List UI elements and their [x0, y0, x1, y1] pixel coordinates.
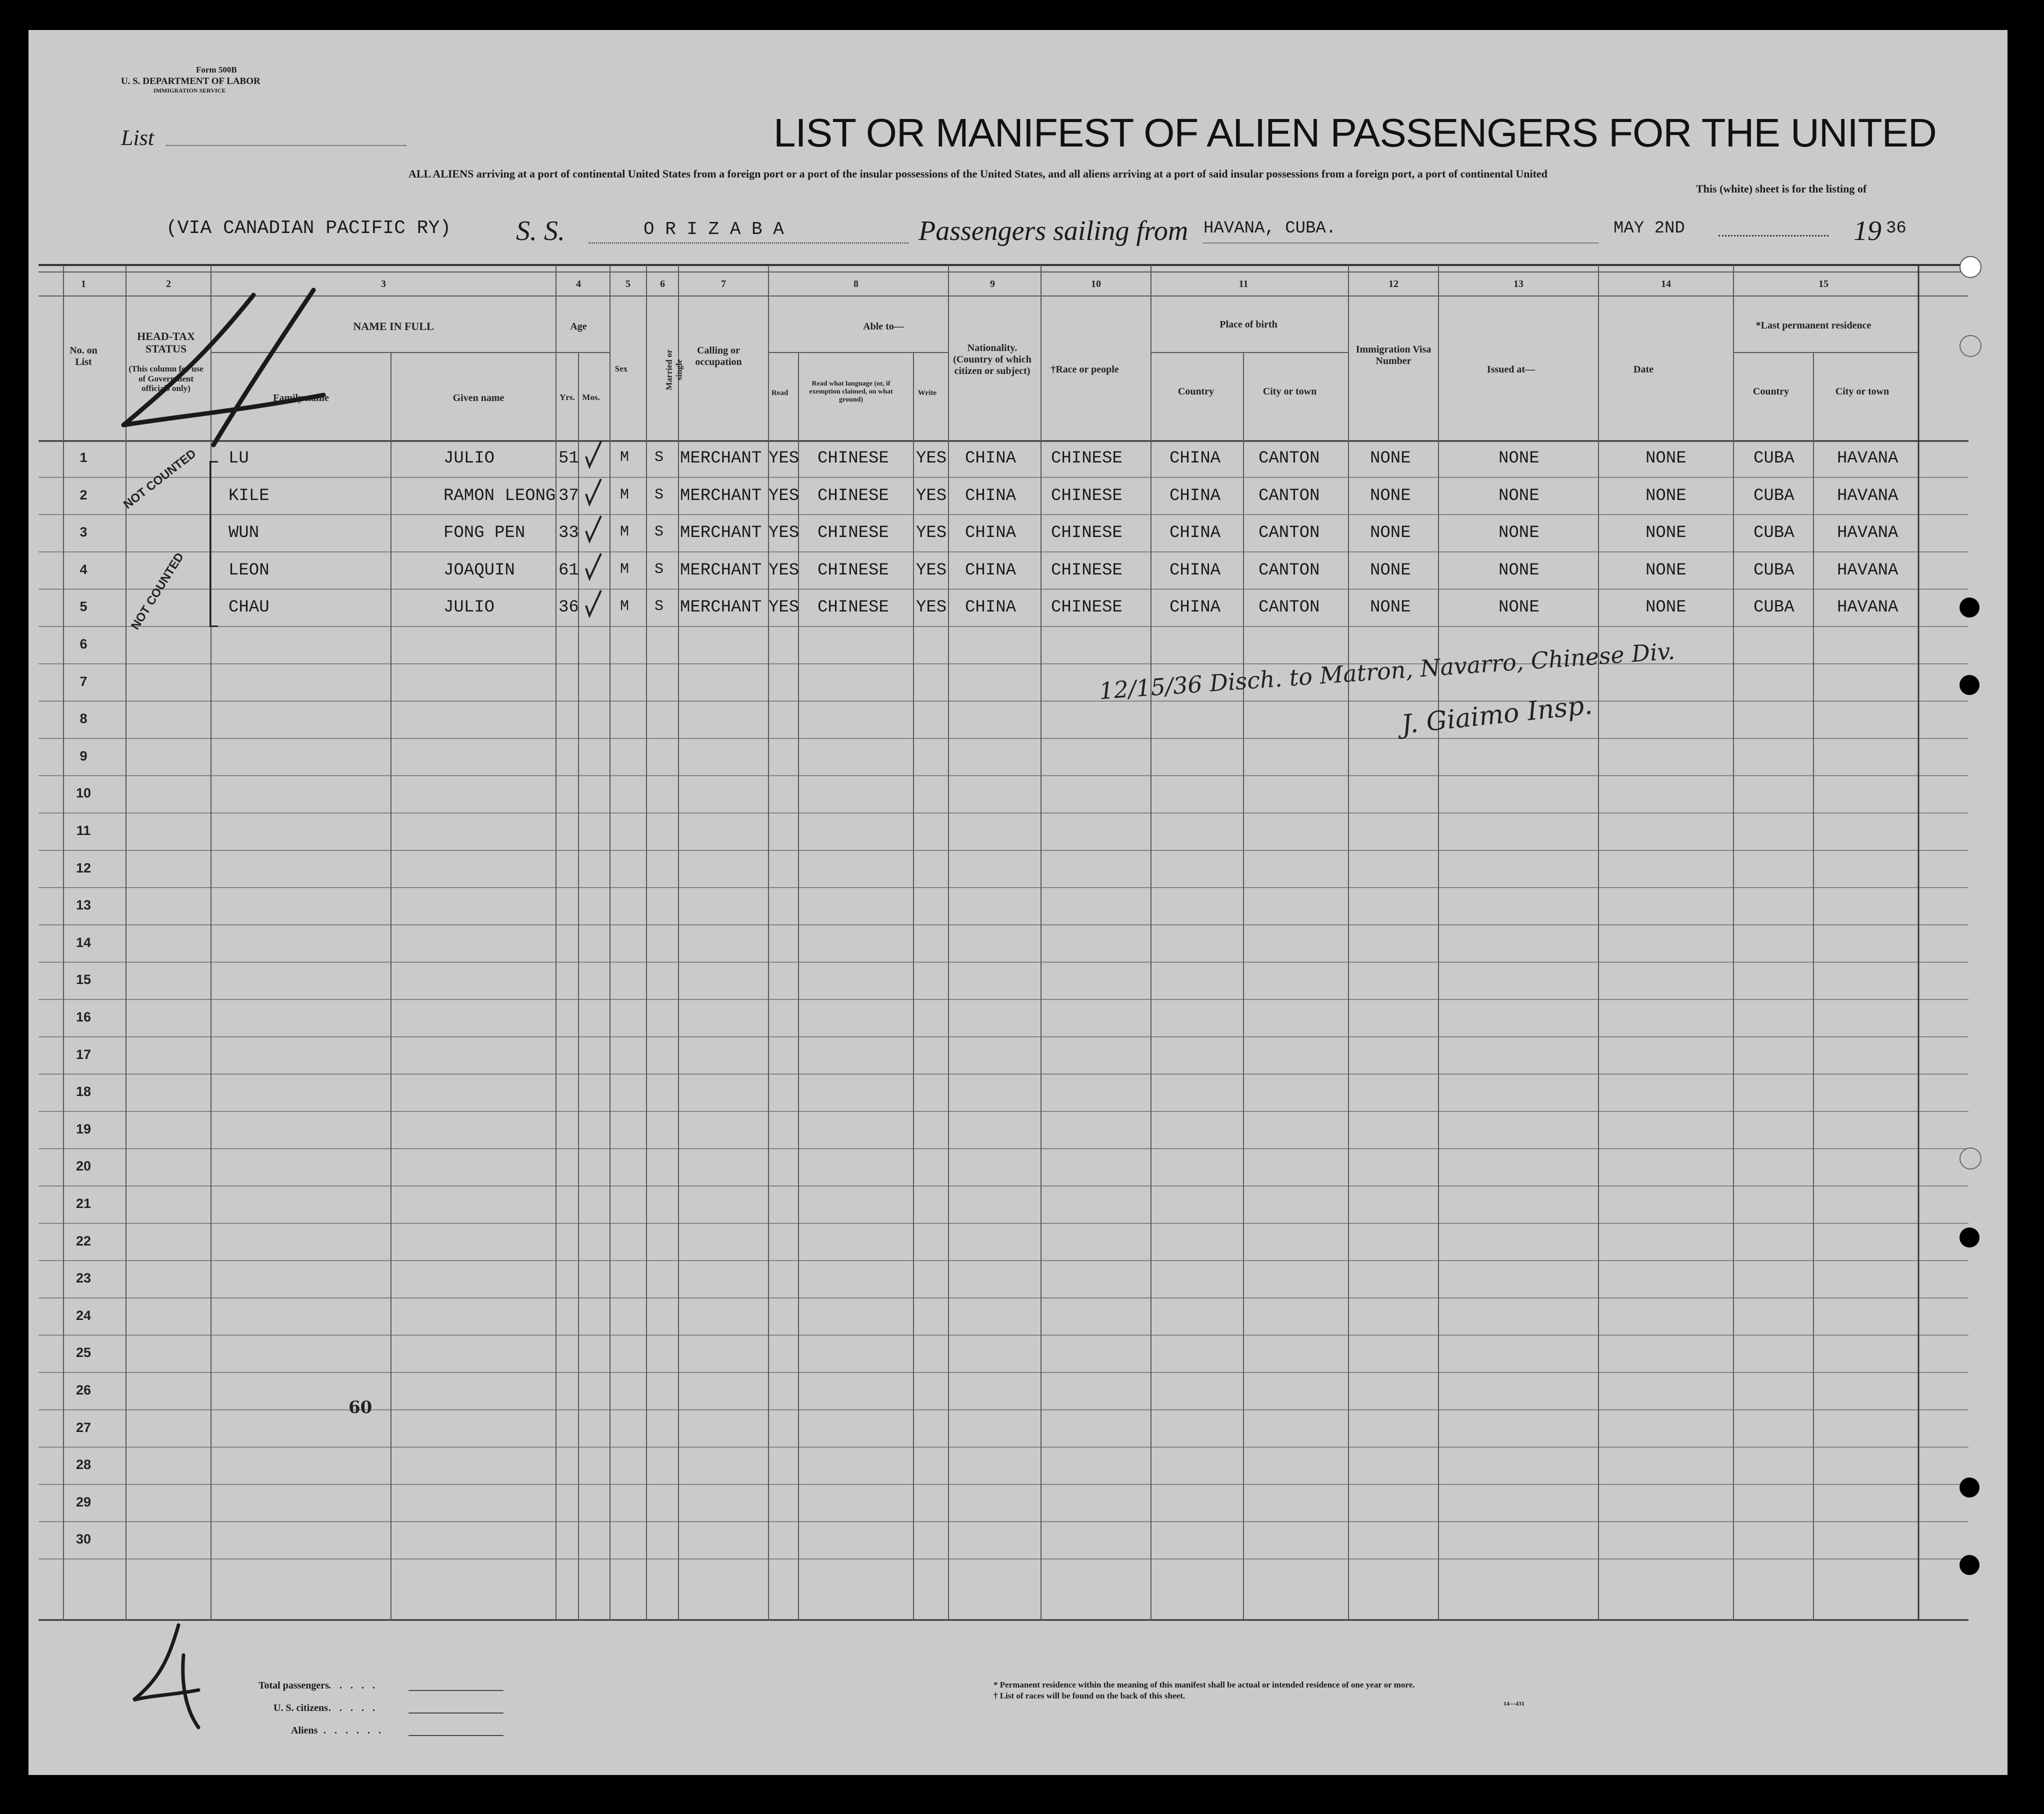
- header-last-residence: *Last permanent residence: [1756, 320, 1872, 331]
- via-route: (VIA CANADIAN PACIFIC RY): [166, 218, 452, 239]
- marital-status: S: [654, 524, 664, 541]
- inspector-signature: J. Giaimo Insp.: [1400, 690, 1594, 740]
- row-number: 13: [76, 898, 92, 913]
- header-visa-number: Immigration Visa Number: [1356, 344, 1432, 366]
- residence-country: CUBA: [1754, 486, 1794, 506]
- header-nationality: Nationality. (Country of which citizen or subject): [953, 342, 1032, 376]
- can-read: YES: [768, 598, 800, 618]
- check-mark-icon: [584, 588, 604, 618]
- row-number: 19: [76, 1121, 92, 1136]
- header-able-to: Able to—: [863, 321, 904, 332]
- column-number: 4: [576, 278, 581, 290]
- visa-number: NONE: [1370, 524, 1411, 543]
- read-language: CHINESE: [818, 598, 889, 618]
- can-write: YES: [916, 524, 947, 543]
- residence-city: HAVANA: [1837, 598, 1898, 618]
- header-head-tax-note: (This column for use of Government officials only): [128, 364, 204, 394]
- date: NONE: [1646, 486, 1686, 506]
- binder-hole: [1960, 1478, 1980, 1498]
- issued-at: NONE: [1498, 449, 1540, 468]
- occupation: MERCHANT: [680, 598, 762, 618]
- header-lr-city: City or town: [1835, 386, 1890, 397]
- birth-country: CHINA: [1170, 486, 1221, 506]
- row-number: 12: [76, 860, 92, 876]
- header-date: Date: [1634, 364, 1654, 375]
- manifest-sheet: [28, 30, 2008, 1775]
- given-name: FONG PEN: [444, 524, 526, 543]
- header-married-single: Married or single: [664, 349, 684, 390]
- total-passengers-label: Total passengers: [258, 1680, 329, 1691]
- row-number: 30: [76, 1532, 92, 1547]
- column-number: 10: [1091, 278, 1101, 290]
- issued-at: NONE: [1498, 560, 1540, 580]
- given-name: JOAQUIN: [444, 560, 515, 580]
- header-pob-country: Country: [1178, 386, 1214, 397]
- row-number: 18: [76, 1084, 92, 1100]
- nationality: CHINA: [965, 524, 1016, 543]
- nationality: CHINA: [965, 449, 1016, 468]
- ss-label: S. S.: [516, 216, 565, 246]
- manifest-title: LIST OR MANIFEST OF ALIEN PASSENGERS FOR THE UNITED: [774, 110, 1936, 155]
- sex: M: [620, 449, 630, 466]
- sex: M: [620, 524, 630, 541]
- row-number: 16: [76, 1010, 92, 1024]
- row-number: 11: [76, 823, 91, 838]
- column-number: 15: [1818, 278, 1828, 290]
- family-name: LEON: [228, 560, 270, 580]
- issued-at: NONE: [1498, 598, 1540, 618]
- service: IMMIGRATION SERVICE: [154, 87, 226, 94]
- occupation: MERCHANT: [680, 560, 762, 580]
- header-mos: Mos.: [582, 392, 600, 402]
- bottom-handwritten-mark: [124, 1620, 228, 1735]
- total-passengers-dots: . . . . .: [328, 1680, 378, 1691]
- check-mark-icon: [584, 514, 604, 544]
- can-write: YES: [916, 486, 947, 506]
- marital-status: S: [654, 560, 664, 578]
- aliens-line: [408, 1735, 504, 1736]
- check-mark-icon: [584, 439, 604, 469]
- row-number: 17: [76, 1046, 92, 1062]
- marital-status: S: [654, 449, 664, 466]
- binder-hole: [1960, 256, 1982, 278]
- us-citizens-label: U. S. citizens: [274, 1702, 328, 1714]
- row-number: 15: [76, 972, 92, 988]
- header-lr-country: Country: [1752, 386, 1790, 397]
- binder-hole: [1960, 335, 1982, 357]
- birth-city: CANTON: [1258, 524, 1320, 543]
- row-number: 4: [80, 562, 88, 577]
- row-number: 6: [80, 636, 88, 652]
- visa-number: NONE: [1370, 449, 1411, 468]
- row-number: 2: [80, 487, 88, 502]
- us-citizens-dots: . . . . .: [328, 1702, 378, 1714]
- list-label: List: [121, 126, 154, 150]
- header-no-on-list: No. on List: [70, 345, 98, 368]
- column-number: 14: [1661, 278, 1671, 290]
- not-counted-stamp-2: NOT COUNTED: [128, 550, 187, 632]
- residence-country: CUBA: [1754, 560, 1794, 580]
- column-number: 12: [1388, 278, 1398, 290]
- race: CHINESE: [1051, 486, 1122, 506]
- occupation: MERCHANT: [680, 449, 762, 468]
- issued-at: NONE: [1498, 524, 1540, 543]
- intro-line-2: This (white) sheet is for the listing of: [1696, 182, 1867, 195]
- row-number: 27: [76, 1420, 92, 1435]
- header-family-name: Family name: [273, 392, 329, 404]
- header-read: Read: [771, 389, 788, 397]
- nationality: CHINA: [965, 560, 1016, 580]
- can-write: YES: [916, 560, 947, 580]
- column-number: 9: [990, 278, 995, 290]
- age-years: 37: [558, 486, 579, 506]
- column-number: 7: [721, 278, 726, 290]
- row-number: 24: [76, 1308, 92, 1323]
- birth-country: CHINA: [1170, 524, 1221, 543]
- birth-city: CANTON: [1258, 598, 1320, 618]
- header-yrs: Yrs.: [560, 392, 575, 402]
- sailing-from: HAVANA, CUBA.: [1204, 219, 1336, 238]
- race: CHINESE: [1051, 524, 1122, 543]
- residence-city: HAVANA: [1837, 486, 1898, 506]
- ship-name: O R I Z A B A: [644, 219, 784, 240]
- row-number: 3: [80, 524, 88, 540]
- race: CHINESE: [1051, 449, 1122, 468]
- given-name: JULIO: [444, 598, 495, 618]
- visa-number: NONE: [1370, 560, 1411, 580]
- binder-hole: [1960, 675, 1980, 695]
- family-name: KILE: [228, 486, 270, 506]
- read-language: CHINESE: [818, 524, 889, 543]
- birth-country: CHINA: [1170, 449, 1221, 468]
- residence-country: CUBA: [1754, 598, 1794, 618]
- family-name: CHAU: [228, 598, 270, 618]
- visa-number: NONE: [1370, 486, 1411, 506]
- age-years: 33: [558, 524, 579, 543]
- given-name: JULIO: [444, 449, 495, 468]
- binder-hole: [1960, 598, 1980, 618]
- family-name: WUN: [228, 524, 260, 543]
- row-number: 26: [76, 1382, 92, 1398]
- footnote-permanent-residence: * Permanent residence within the meaning of this manifest shall be actual or intended residence of one year or more.: [994, 1680, 1415, 1690]
- can-read: YES: [768, 486, 800, 506]
- read-language: CHINESE: [818, 449, 889, 468]
- row-number: 20: [76, 1158, 92, 1174]
- race: CHINESE: [1051, 598, 1122, 618]
- header-pob-city: City or town: [1262, 386, 1317, 397]
- us-citizens-line: [408, 1712, 504, 1714]
- column-number: 8: [854, 278, 858, 290]
- header-read-language: Read what language (or, if exemption claimed, on what ground): [809, 380, 893, 404]
- row-number: 29: [76, 1494, 92, 1510]
- read-language: CHINESE: [818, 560, 889, 580]
- age-years: 51: [558, 449, 579, 468]
- binder-hole: [1960, 1555, 1980, 1575]
- column-number: 1: [81, 278, 86, 290]
- year-suffix: 36: [1886, 219, 1906, 238]
- can-read: YES: [768, 524, 800, 543]
- age-years: 61: [558, 560, 579, 580]
- column-number: 6: [660, 278, 665, 290]
- row-number: 25: [76, 1345, 92, 1360]
- can-write: YES: [916, 598, 947, 618]
- date: NONE: [1646, 560, 1686, 580]
- residence-city: HAVANA: [1837, 560, 1898, 580]
- marital-status: S: [654, 598, 664, 616]
- family-name: LU: [228, 449, 249, 468]
- header-write: Write: [918, 389, 937, 397]
- row-number: 23: [76, 1270, 92, 1286]
- header-name-in-full: NAME IN FULL: [353, 320, 434, 332]
- birth-country: CHINA: [1170, 560, 1221, 580]
- total-passengers-line: [408, 1690, 504, 1691]
- header-sex: Sex: [614, 364, 628, 374]
- header-given-name: Given name: [452, 392, 504, 404]
- issued-at: NONE: [1498, 486, 1540, 506]
- department: U. S. DEPARTMENT OF LABOR: [121, 76, 260, 86]
- sailing-date: MAY 2ND: [1614, 219, 1685, 238]
- intro-line-1: ALL ALIENS arriving at a port of continental United States from a foreign port or a port of the insular possessions of the United States, and all aliens arriving at a port of said insular possessions from a foreign port, a port of continental United: [408, 168, 1548, 180]
- aliens-label: Aliens: [291, 1725, 318, 1736]
- check-mark-icon: [584, 476, 604, 506]
- residence-city: HAVANA: [1837, 449, 1898, 468]
- date: NONE: [1646, 598, 1686, 618]
- column-number: 3: [381, 278, 386, 290]
- residence-city: HAVANA: [1837, 524, 1898, 543]
- occupation: MERCHANT: [680, 524, 762, 543]
- birth-city: CANTON: [1258, 486, 1320, 506]
- age-years: 36: [558, 598, 579, 618]
- birth-country: CHINA: [1170, 598, 1221, 618]
- header-race: †Race or people: [1050, 364, 1119, 375]
- can-read: YES: [768, 560, 800, 580]
- handwritten-note: 12/15/36 Disch. to Matron, Navarro, Chinese Div.: [1098, 637, 1676, 705]
- row-number: 21: [76, 1196, 92, 1211]
- header-calling: Calling or occupation: [695, 345, 742, 368]
- column-number: 13: [1514, 278, 1524, 290]
- date: NONE: [1646, 524, 1686, 543]
- nationality: CHINA: [965, 598, 1016, 618]
- row-number: 5: [80, 599, 88, 614]
- footnote-races: † List of races will be found on the back of this sheet.: [994, 1691, 1185, 1700]
- header-place-of-birth: Place of birth: [1220, 319, 1278, 330]
- marital-status: S: [654, 486, 664, 504]
- sex: M: [620, 486, 630, 504]
- not-counted-stamp-1: NOT COUNTED: [121, 446, 199, 512]
- sailing-label: Passengers sailing from: [918, 216, 1188, 246]
- can-write: YES: [916, 449, 947, 468]
- residence-country: CUBA: [1754, 524, 1794, 543]
- year-prefix: 19: [1854, 216, 1882, 246]
- row-number: 8: [80, 711, 88, 726]
- row-number: 1: [80, 450, 88, 465]
- footnote-code: 14—431: [1504, 1700, 1524, 1707]
- column-number: 2: [166, 278, 171, 290]
- birth-city: CANTON: [1258, 449, 1320, 468]
- aliens-dots: . . . . . .: [324, 1725, 384, 1736]
- date: NONE: [1646, 449, 1686, 468]
- sex: M: [620, 560, 630, 578]
- sex: M: [620, 598, 630, 616]
- header-age: Age: [570, 321, 587, 332]
- can-read: YES: [768, 449, 800, 468]
- check-mark-icon: [584, 551, 604, 581]
- handwritten-list-number: [114, 265, 344, 465]
- visa-number: NONE: [1370, 598, 1411, 618]
- row-number: 9: [80, 748, 88, 764]
- row-number: 10: [76, 786, 92, 801]
- row-number: 22: [76, 1233, 92, 1248]
- birth-city: CANTON: [1258, 560, 1320, 580]
- given-name: RAMON LEONG: [444, 486, 556, 506]
- row-26-mark: 60: [348, 1398, 372, 1418]
- race: CHINESE: [1051, 560, 1122, 580]
- column-number: 5: [626, 278, 630, 290]
- row-number: 14: [76, 934, 92, 950]
- header-issued-at: Issued at—: [1486, 364, 1536, 375]
- column-number: 11: [1238, 278, 1248, 290]
- nationality: CHINA: [965, 486, 1016, 506]
- binder-hole: [1960, 1228, 1980, 1248]
- row-number: 7: [80, 674, 88, 689]
- form-number: Form 500B: [196, 65, 237, 74]
- occupation: MERCHANT: [680, 486, 762, 506]
- residence-country: CUBA: [1754, 449, 1794, 468]
- binder-hole: [1960, 1148, 1982, 1170]
- passenger-bracket: [210, 461, 218, 627]
- row-number: 28: [76, 1457, 92, 1472]
- header-head-tax: HEAD-TAX STATUS: [137, 330, 195, 356]
- read-language: CHINESE: [818, 486, 889, 506]
